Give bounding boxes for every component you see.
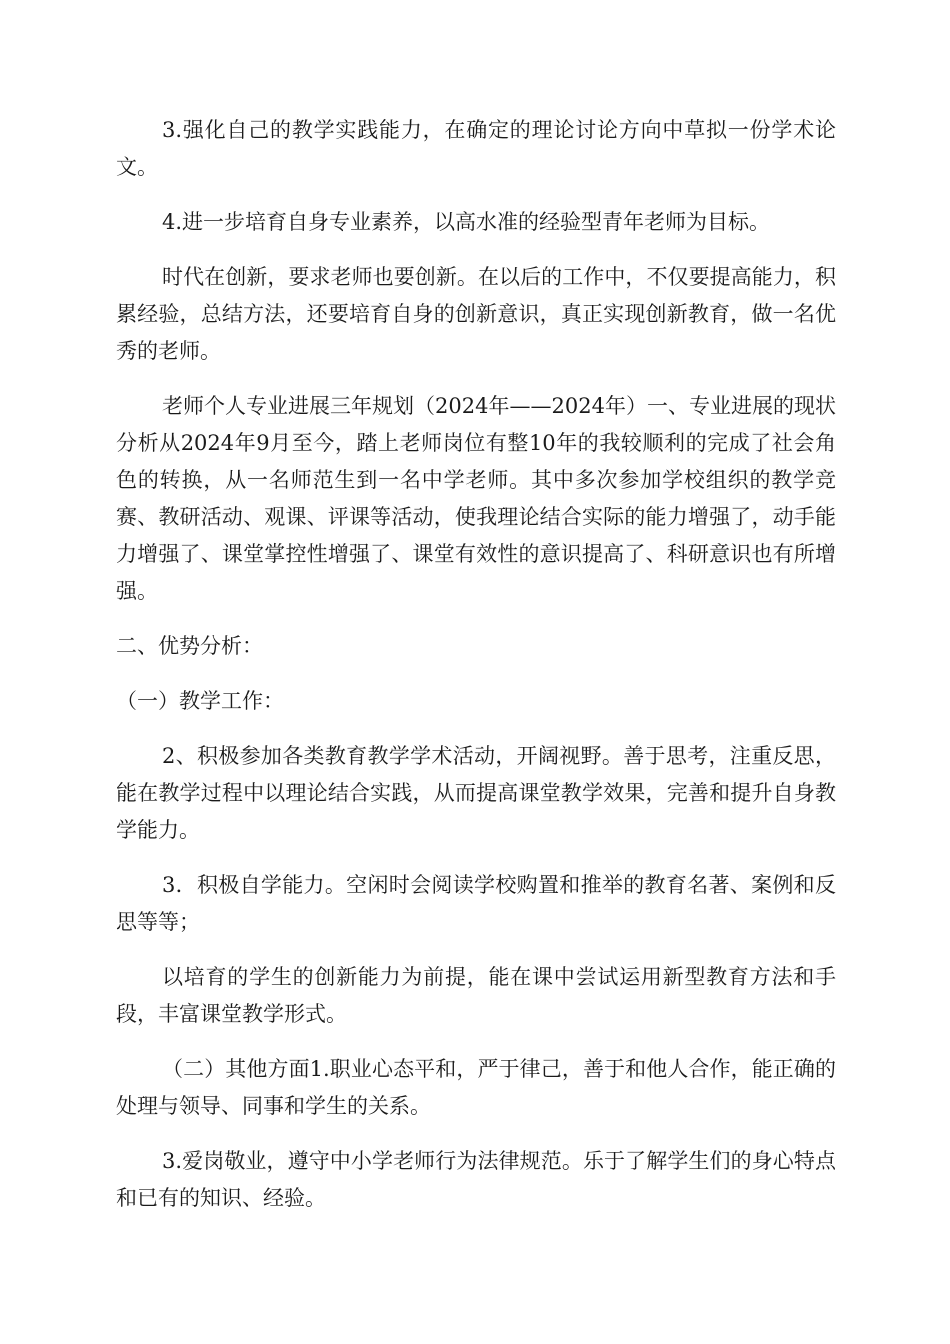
- paragraph-three-year-plan: 老师个人专业进展三年规划（2024年——2024年）一、专业进展的现状分析从2024年9月至今，踏上老师岗位有整10年的我较顺利的完成了社会角色的转换，从一名师范生到一名中学老师。其中多次参加学校组织的教学竞赛、教研活动、观课、评课等活动，使我理论结合实际的能力增强了，动手能力增强了、课堂掌控性增强了、课堂有效性的意识提高了、科研意识也有所增强。: [116, 394, 836, 603]
- paragraph-teaching-3: 3．积极自学能力。空闲时会阅读学校购置和推举的教育名著、案例和反思等等；: [116, 873, 836, 934]
- paragraph-other-aspects: （二）其他方面1.职业心态平和，严于律己，善于和他人合作，能正确的处理与领导、同事和学生的关系。: [116, 1057, 836, 1118]
- paragraph-goal-4: 4.进一步培育自身专业素养，以高水准的经验型青年老师为目标。: [162, 210, 771, 234]
- subsection-heading-teaching: （一）教学工作：: [116, 689, 284, 713]
- paragraph-teaching-2: 2、积极参加各类教育教学学术活动，开阔视野。善于思考，注重反思，能在教学过程中以理论结合实践，从而提高课堂教学效果，完善和提升自身教学能力。: [116, 744, 836, 842]
- paragraph-creativity: 以培育的学生的创新能力为前提，能在课中尝试运用新型教育方法和手段，丰富课堂教学形式。: [116, 965, 836, 1026]
- section-heading-advantages: 二、优势分析：: [116, 634, 263, 658]
- document-page: [116, 112, 836, 1235]
- paragraph-innovation: 时代在创新，要求老师也要创新。在以后的工作中，不仅要提高能力，积累经验，总结方法，还要培育自身的创新意识，真正实现创新教育，做一名优秀的老师。: [116, 265, 836, 363]
- paragraph-goal-3: 3.强化自己的教学实践能力，在确定的理论讨论方向中草拟一份学术论文。: [116, 118, 836, 179]
- paragraph-dedication: 3.爱岗敬业，遵守中小学老师行为法律规范。乐于了解学生们的身心特点和已有的知识、经验。: [116, 1149, 836, 1210]
